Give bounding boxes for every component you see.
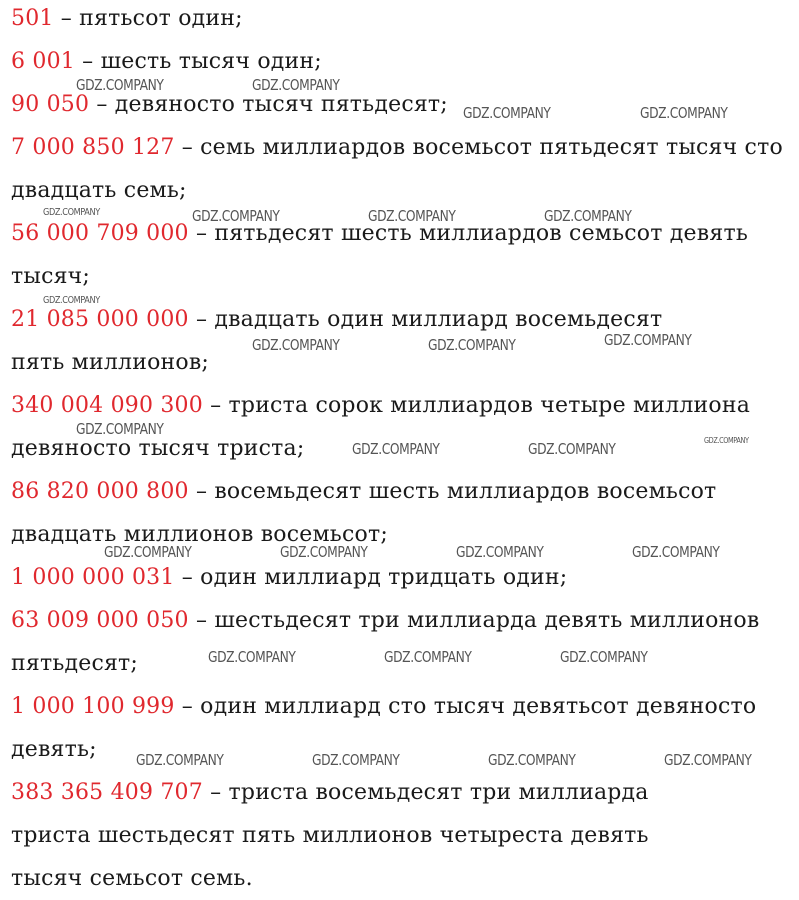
- entry-501: [11, 0, 793, 40]
- entry-number: 340 004 090 300: [11, 393, 203, 418]
- entry-number: 501: [11, 6, 54, 31]
- watermark: GDZ.COMPANY: [640, 104, 728, 122]
- entry-340004090300: [11, 384, 793, 470]
- entry-number: 90 050: [11, 92, 90, 117]
- watermark: GDZ.COMPANY: [463, 104, 551, 122]
- watermark: GDZ.COMPANY: [252, 76, 340, 94]
- entry-1000000031: [11, 556, 793, 599]
- entry-text: – триста восемьдесят три миллиарда триста шестьдесят пять миллионов четыреста девять тысяч семьсот семь.: [11, 780, 649, 891]
- watermark: GDZ.COMPANY: [488, 751, 576, 769]
- entry-number: 1 000 000 031: [11, 565, 175, 590]
- watermark: GDZ.COMPANY: [352, 440, 440, 458]
- watermark: GDZ.COMPANY: [704, 436, 749, 445]
- entry-text: – пятьдесят шесть миллиардов семьсот девять тысяч;: [11, 221, 748, 289]
- entry-text: – семь миллиардов восемьсот пятьдесят тысяч сто двадцать семь;: [11, 135, 783, 203]
- watermark: GDZ.COMPANY: [528, 440, 616, 458]
- entry-21085000000: [11, 298, 711, 384]
- entry-number: 6 001: [11, 49, 75, 74]
- entry-number: 7 000 850 127: [11, 135, 175, 160]
- entry-text: – девяносто тысяч пятьдесят;: [89, 92, 448, 117]
- watermark: GDZ.COMPANY: [544, 207, 632, 225]
- entry-56000709000: [11, 212, 793, 298]
- entry-number: 1 000 100 999: [11, 694, 175, 719]
- entry-7000850127: [11, 126, 793, 212]
- watermark: GDZ.COMPANY: [368, 207, 456, 225]
- entry-63009000050: [11, 599, 793, 685]
- entry-text: – двадцать один миллиард восемьдесят пять миллионов;: [11, 307, 663, 375]
- entry-number: 21 085 000 000: [11, 307, 189, 332]
- watermark: GDZ.COMPANY: [76, 420, 164, 438]
- entry-86820000800: [11, 470, 793, 556]
- entry-text: – шестьдесят три миллиарда девять миллионов пятьдесят;: [11, 608, 760, 676]
- number-words-document: [11, 0, 793, 900]
- entry-383365409707: [11, 771, 711, 900]
- entry-text: – один миллиард сто тысяч девятьсот девяносто девять;: [11, 694, 757, 762]
- watermark: GDZ.COMPANY: [604, 331, 692, 349]
- watermark: GDZ.COMPANY: [208, 648, 296, 666]
- watermark: GDZ.COMPANY: [560, 648, 648, 666]
- watermark: GDZ.COMPANY: [136, 751, 224, 769]
- watermark: GDZ.COMPANY: [428, 336, 516, 354]
- entry-text: – восемьдесят шесть миллиардов восемьсот двадцать миллионов восемьсот;: [11, 479, 717, 547]
- entry-text: – один миллиард тридцать один;: [174, 565, 568, 590]
- watermark: GDZ.COMPANY: [456, 543, 544, 561]
- entry-number: 63 009 000 050: [11, 608, 189, 633]
- watermark: GDZ.COMPANY: [43, 207, 100, 218]
- entry-number: 86 820 000 800: [11, 479, 189, 504]
- watermark: GDZ.COMPANY: [664, 751, 752, 769]
- entry-1000100999: [11, 685, 793, 771]
- watermark: GDZ.COMPANY: [76, 76, 164, 94]
- watermark: GDZ.COMPANY: [252, 336, 340, 354]
- entry-text: – шесть тысяч один;: [74, 49, 322, 74]
- watermark: GDZ.COMPANY: [280, 543, 368, 561]
- entry-text: – триста сорок миллиардов четыре миллиона девяносто тысяч триста;: [11, 393, 751, 461]
- entry-number: 56 000 709 000: [11, 221, 189, 246]
- watermark: GDZ.COMPANY: [43, 295, 100, 306]
- watermark: GDZ.COMPANY: [632, 543, 720, 561]
- watermark: GDZ.COMPANY: [384, 648, 472, 666]
- watermark: GDZ.COMPANY: [104, 543, 192, 561]
- entry-text: – пятьсот один;: [53, 6, 243, 31]
- entry-6001: [11, 40, 793, 83]
- watermark: GDZ.COMPANY: [312, 751, 400, 769]
- entry-90050: [11, 83, 793, 126]
- watermark: GDZ.COMPANY: [192, 207, 280, 225]
- entry-number: 383 365 409 707: [11, 780, 203, 805]
